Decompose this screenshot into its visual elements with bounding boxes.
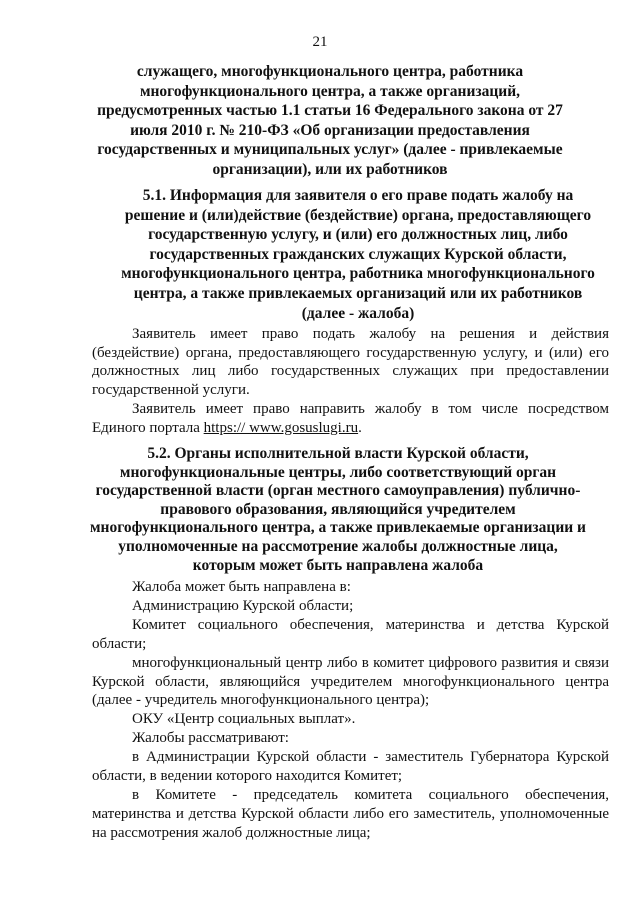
- section-5-2-heading: 5.2. Органы исполнительной власти Курской области, многофункциональные центры, либо соответствующий орган государственной власти (орган местного самоуправления) публично-правового образования, являющийся учредителем многофункционального центра, а также привлекаемые организации и уполномоченные на рассмотрение жалобы должностные лица, которым может быть направлена жалоба: [90, 445, 586, 574]
- section-5-1-body: [92, 325, 609, 437]
- paragraph: Жалоба может быть направлена в:: [132, 579, 351, 595]
- section-5-2-body: [92, 578, 609, 843]
- paragraph: [92, 400, 609, 437]
- paragraph: в Комитете - председатель комитета социального обеспечения, материнства и детства Курской области либо его заместитель, уполномоченные на рассмотрения жалоб должностные лица;: [92, 786, 609, 841]
- continued-heading: служащего, многофункционального центра, работника многофункционального центра, а также организаций, предусмотренных частью 1.1 статьи 16 Федерального закона от 27 июля 2010 г. № 210-ФЗ «Об организации предоставления государственных и муниципальных услуг» (далее - привлекаемые организации), или их работников: [97, 63, 563, 178]
- paragraph: Администрацию Курской области;: [132, 597, 354, 614]
- paragraph: в Администрации Курской области - заместитель Губернатора Курской области, в ведении которого находится Комитет;: [92, 749, 609, 785]
- paragraph: ОКУ «Центр социальных выплат».: [132, 711, 356, 728]
- gosuslugi-link[interactable]: https:// www.gosuslugi.ru: [203, 419, 359, 436]
- section-5-1-heading: 5.1. Информация для заявителя о его праве подать жалобу на решение и (или)действие (бездействие) органа, предоставляющего государственную услугу, и (или) его должностных лиц, либо государственных гражданских служащих Курской области, многофункционального центра, работника многофункционального центра, а также привлекаемых организаций или их работников (далее - жалоба): [121, 187, 595, 322]
- paragraph: Заявитель имеет право подать жалобу на решения и действия (бездействие) органа, предоставляющего государственную услугу, и (или) его должностных лиц либо государственных служащих при предоставлении государственной услуги.: [92, 326, 609, 399]
- paragraph-end: .: [358, 419, 362, 436]
- paragraph-text: Заявитель имеет право направить жалобу в том числе посредством Единого портала: [92, 400, 609, 436]
- paragraph: Жалобы рассматривают:: [132, 730, 289, 747]
- paragraph: многофункциональный центр либо в комитет цифрового развития и связи Курской области, являющийся учредителем многофункционального центра (далее - учредитель многофункционального центра);: [92, 654, 609, 709]
- page-number: 21: [312, 34, 328, 50]
- paragraph: Комитет социального обеспечения, материнства и детства Курской области;: [92, 616, 609, 652]
